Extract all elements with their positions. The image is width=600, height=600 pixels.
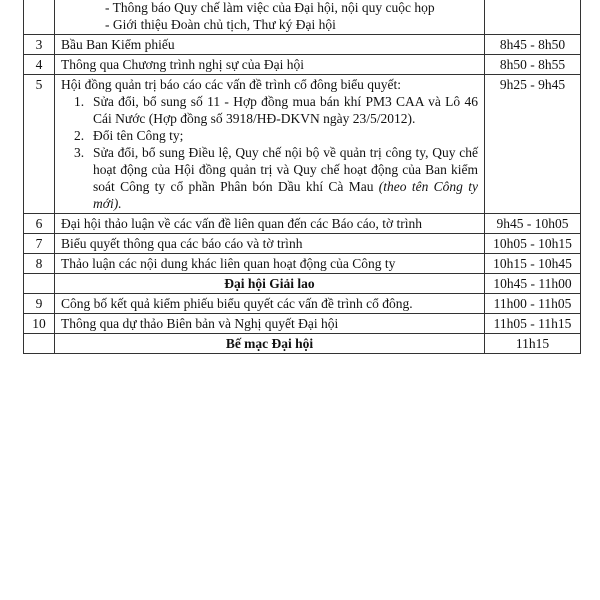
row-number-cell — [24, 334, 55, 354]
table-row — [24, 0, 581, 35]
time-cell — [485, 0, 581, 35]
table-row — [24, 75, 581, 214]
table-row — [24, 334, 581, 354]
motion-list — [61, 93, 478, 212]
content-cell: Biểu quyết thông qua các báo cáo và tờ trình — [55, 234, 485, 254]
list-item-text: Đổi tên Công ty; — [93, 128, 184, 143]
agenda-table — [23, 0, 581, 354]
content-cell — [55, 0, 485, 35]
sub-item: - Giới thiệu Đoàn chủ tịch, Thư ký Đại hội — [105, 17, 336, 32]
time-cell: 11h00 - 11h05 — [485, 294, 581, 314]
row-number-cell — [24, 274, 55, 294]
content-cell: Thông qua Chương trình nghị sự của Đại hội — [55, 55, 485, 75]
row-number-cell: 10 — [24, 314, 55, 334]
row-number-cell: 5 — [24, 75, 55, 214]
list-item-text: Sửa đổi, bổ sung Điều lệ, Quy chế nội bộ về quản trị công ty, Quy chế hoạt động của Hội đồng quản trị và Quy chế hoạt động của Ban kiểm soát Công ty cổ phần Phân bón Dầu khí Cà Mau — [93, 145, 478, 194]
row-number-cell: 3 — [24, 35, 55, 55]
content-cell: Thảo luận các nội dung khác liên quan hoạt động của Công ty — [55, 254, 485, 274]
break-label: Đại hội Giải lao — [55, 274, 485, 294]
table-row — [24, 294, 581, 314]
list-item — [61, 127, 478, 144]
list-item — [61, 144, 478, 212]
content-cell: Bầu Ban Kiểm phiếu — [55, 35, 485, 55]
sub-item: - Thông báo Quy chế làm việc của Đại hội, nội quy cuộc họp — [105, 0, 435, 15]
time-cell: 10h05 - 10h15 — [485, 234, 581, 254]
content-cell — [55, 75, 485, 214]
list-item — [61, 93, 478, 127]
content-cell: Thông qua dự thảo Biên bản và Nghị quyết Đại hội — [55, 314, 485, 334]
row-number-cell: 8 — [24, 254, 55, 274]
time-cell: 10h45 - 11h00 — [485, 274, 581, 294]
time-cell: 8h45 - 8h50 — [485, 35, 581, 55]
list-item-number: 2. — [74, 128, 85, 143]
closing-label: Bế mạc Đại hội — [55, 334, 485, 354]
row-number-cell: 7 — [24, 234, 55, 254]
time-cell: 8h50 - 8h55 — [485, 55, 581, 75]
table-row — [24, 234, 581, 254]
row-number-cell: 4 — [24, 55, 55, 75]
table-row — [24, 254, 581, 274]
time-cell: 9h25 - 9h45 — [485, 75, 581, 214]
table-row — [24, 214, 581, 234]
content-cell: Công bố kết quả kiểm phiếu biểu quyết các vấn đề trình cổ đông. — [55, 294, 485, 314]
list-item-note: (theo tên Công ty mới). — [93, 179, 478, 211]
time-cell: 9h45 - 10h05 — [485, 214, 581, 234]
time-cell: 11h05 - 11h15 — [485, 314, 581, 334]
row-number-cell — [24, 0, 55, 35]
time-cell: 10h15 - 10h45 — [485, 254, 581, 274]
table-row — [24, 274, 581, 294]
table-row — [24, 35, 581, 55]
row-intro: Hội đồng quản trị báo cáo các vấn đề trình cổ đông biểu quyết: — [61, 77, 402, 92]
table-row — [24, 314, 581, 334]
content-cell: Đại hội thảo luận về các vấn đề liên quan đến các Báo cáo, tờ trình — [55, 214, 485, 234]
row-number-cell: 6 — [24, 214, 55, 234]
list-item-number: 3. — [74, 145, 85, 160]
list-item-text: Sửa đổi, bổ sung số 11 - Hợp đồng mua bán khí PM3 CAA và Lô 46 Cái Nước (Hợp đồng số 3918/HĐ-DKVN ngày 23/5/2012). — [93, 94, 478, 126]
table-row — [24, 55, 581, 75]
list-item-number: 1. — [74, 94, 85, 109]
row-number-cell: 9 — [24, 294, 55, 314]
time-cell: 11h15 — [485, 334, 581, 354]
